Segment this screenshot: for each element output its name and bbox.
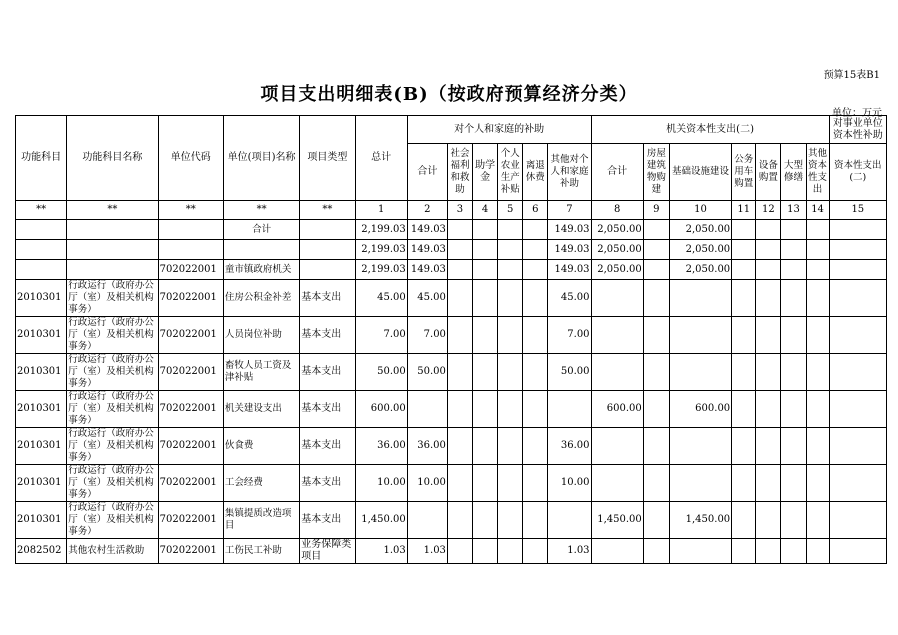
header-func-code: 功能科目: [16, 116, 67, 201]
table-cell: [473, 260, 498, 280]
table-cell: [806, 428, 829, 465]
table-cell: [781, 280, 806, 317]
table-cell: [829, 391, 886, 428]
table-cell: [523, 220, 548, 240]
table-cell: [781, 240, 806, 260]
table-cell: [643, 240, 669, 260]
table-cell: [643, 539, 669, 564]
table-cell: [523, 539, 548, 564]
table-cell: [473, 391, 498, 428]
page-title: 项目支出明细表(B)（按政府预算经济分类）: [260, 84, 638, 105]
header-unit-code: 单位代码: [158, 116, 223, 201]
table-cell: 45.00: [355, 280, 407, 317]
table-cell: 36.00: [407, 428, 447, 465]
subheader-2: 社会福利和救助: [447, 144, 472, 201]
table-cell: 149.03: [548, 240, 591, 260]
table-cell: [523, 502, 548, 539]
table-cell: [473, 280, 498, 317]
table-cell: [829, 428, 886, 465]
table-cell: 业务保障类项目: [300, 539, 355, 564]
table-cell: [806, 539, 829, 564]
table-cell: [806, 354, 829, 391]
table-cell: 2010301: [16, 317, 67, 354]
table-cell: [16, 240, 67, 260]
table-row: [16, 220, 887, 240]
table-cell: 702022001: [158, 502, 223, 539]
table-cell: [756, 428, 781, 465]
table-cell: 45.00: [548, 280, 591, 317]
table-cell: [669, 354, 731, 391]
header-project-type: 项目类型: [300, 116, 355, 201]
table-cell: 基本支出: [300, 502, 355, 539]
table-cell: [498, 539, 523, 564]
table-cell: [473, 240, 498, 260]
table-cell: [781, 428, 806, 465]
index-cell: 12: [756, 201, 781, 220]
header-group-capital: 机关资本性支出(二): [591, 116, 829, 144]
header-unit-name: 单位(项目)名称: [223, 116, 299, 201]
table-cell: 2,050.00: [591, 260, 643, 280]
table-cell: [781, 220, 806, 240]
table-cell: 其他农村生活救助: [67, 539, 158, 564]
table-cell: [756, 502, 781, 539]
table-cell: 2,050.00: [669, 220, 731, 240]
table-cell: [756, 260, 781, 280]
index-cell: 7: [548, 201, 591, 220]
table-cell: [523, 354, 548, 391]
table-cell: [829, 502, 886, 539]
table-cell: [829, 317, 886, 354]
table-cell: [407, 391, 447, 428]
table-cell: [829, 539, 886, 564]
table-cell: [498, 502, 523, 539]
table-cell: 702022001: [158, 354, 223, 391]
table-cell: 50.00: [355, 354, 407, 391]
table-cell: [447, 539, 472, 564]
table-cell: [548, 502, 591, 539]
table-cell: 2010301: [16, 502, 67, 539]
table-row: [16, 391, 887, 428]
subheader-3: 助学金: [473, 144, 498, 201]
form-code: 预算15表B1: [823, 70, 880, 81]
table-cell: [300, 240, 355, 260]
table-cell: [447, 260, 472, 280]
table-cell: 45.00: [407, 280, 447, 317]
table-cell: [498, 240, 523, 260]
table-cell: 1,450.00: [591, 502, 643, 539]
table-cell: [447, 465, 472, 502]
table-cell: [781, 502, 806, 539]
table-cell: [806, 260, 829, 280]
table-cell: [781, 260, 806, 280]
table-cell: [548, 391, 591, 428]
table-cell: [67, 260, 158, 280]
table-cell: 7.00: [355, 317, 407, 354]
table-cell: [473, 465, 498, 502]
table-cell: [643, 428, 669, 465]
table-cell: [473, 317, 498, 354]
table-cell: [756, 317, 781, 354]
table-cell: 2,199.03: [355, 220, 407, 240]
table-cell: [498, 280, 523, 317]
table-cell: [643, 465, 669, 502]
table-cell: [523, 260, 548, 280]
table-cell: 36.00: [548, 428, 591, 465]
table-cell: 600.00: [669, 391, 731, 428]
table-row: [16, 240, 887, 260]
table-cell: [473, 539, 498, 564]
table-cell: [523, 391, 548, 428]
index-cell: 6: [523, 201, 548, 220]
table-cell: [829, 354, 886, 391]
table-cell: [447, 354, 472, 391]
subheader-7: 合计: [591, 144, 643, 201]
table-cell: [781, 317, 806, 354]
table-cell: [806, 317, 829, 354]
table-cell: [806, 391, 829, 428]
table-row: [16, 354, 887, 391]
table-cell: [591, 317, 643, 354]
table-cell: 行政运行（政府办公厅（室）及相关机构事务）: [67, 391, 158, 428]
table-cell: [829, 240, 886, 260]
table-cell: [669, 428, 731, 465]
table-cell: [591, 465, 643, 502]
table-cell: [498, 465, 523, 502]
subheader-11: 设备购置: [756, 144, 781, 201]
table-cell: [473, 428, 498, 465]
table-cell: [16, 260, 67, 280]
header-group-enterprise: 对事业单位资本性补助: [829, 116, 886, 144]
table-cell: [498, 220, 523, 240]
table-cell: 702022001: [158, 391, 223, 428]
table-cell: [806, 240, 829, 260]
table-cell: 702022001: [158, 465, 223, 502]
unit-label: 单位：万元: [832, 108, 882, 119]
subheader-9: 基础设施建设: [669, 144, 731, 201]
table-row: [16, 502, 887, 539]
table-cell: [447, 280, 472, 317]
table-cell: [643, 220, 669, 240]
index-cell: **: [67, 201, 158, 220]
table-cell: 集镇提质改造项目: [223, 502, 299, 539]
budget-table: [15, 115, 887, 564]
index-cell: 10: [669, 201, 731, 220]
table-cell: [756, 354, 781, 391]
table-cell: 7.00: [548, 317, 591, 354]
subheader-8: 房屋建筑物购建: [643, 144, 669, 201]
table-cell: 行政运行（政府办公厅（室）及相关机构事务）: [67, 465, 158, 502]
index-cell: 3: [447, 201, 472, 220]
table-cell: [806, 280, 829, 317]
table-cell: 行政运行（政府办公厅（室）及相关机构事务）: [67, 280, 158, 317]
table-cell: 行政运行（政府办公厅（室）及相关机构事务）: [67, 428, 158, 465]
table-cell: [643, 280, 669, 317]
table-row: [16, 428, 887, 465]
table-cell: [732, 317, 756, 354]
subheader-1: 合计: [407, 144, 447, 201]
table-cell: 人员岗位补助: [223, 317, 299, 354]
table-cell: [732, 354, 756, 391]
table-cell: [16, 220, 67, 240]
table-cell: 2,050.00: [669, 260, 731, 280]
table-row: [16, 317, 887, 354]
table-cell: [643, 502, 669, 539]
table-cell: 702022001: [158, 539, 223, 564]
table-cell: [523, 428, 548, 465]
index-cell: 13: [781, 201, 806, 220]
table-cell: [643, 260, 669, 280]
table-cell: [781, 391, 806, 428]
subheader-10: 公务用车购置: [732, 144, 756, 201]
table-cell: [498, 391, 523, 428]
table-row: [16, 539, 887, 564]
table-cell: 行政运行（政府办公厅（室）及相关机构事务）: [67, 317, 158, 354]
table-cell: [643, 391, 669, 428]
table-cell: [732, 539, 756, 564]
index-cell: **: [223, 201, 299, 220]
table-cell: 702022001: [158, 428, 223, 465]
table-cell: 36.00: [355, 428, 407, 465]
table-cell: [447, 220, 472, 240]
table-cell: 1,450.00: [669, 502, 731, 539]
table-cell: [473, 220, 498, 240]
table-cell: [806, 220, 829, 240]
subheader-6: 其他对个人和家庭补助: [548, 144, 591, 201]
table-cell: 住房公积金补差: [223, 280, 299, 317]
table-cell: [732, 280, 756, 317]
table-cell: [732, 502, 756, 539]
table-cell: 2010301: [16, 354, 67, 391]
index-cell: 4: [473, 201, 498, 220]
table-cell: [67, 240, 158, 260]
table-cell: 工伤民工补助: [223, 539, 299, 564]
table-cell: [591, 539, 643, 564]
table-cell: [669, 539, 731, 564]
table-cell: [523, 465, 548, 502]
table-cell: [473, 502, 498, 539]
index-cell: 9: [643, 201, 669, 220]
subheader-13: 其他资本性支出: [806, 144, 829, 201]
table-cell: [669, 465, 731, 502]
table-cell: 149.03: [407, 260, 447, 280]
table-cell: [806, 465, 829, 502]
table-cell: 149.03: [407, 240, 447, 260]
table-cell: [781, 354, 806, 391]
subheader-4: 个人农业生产补贴: [498, 144, 523, 201]
table-cell: 702022001: [158, 317, 223, 354]
table-cell: [591, 354, 643, 391]
table-cell: [158, 220, 223, 240]
table-cell: [498, 317, 523, 354]
table-cell: [829, 220, 886, 240]
table-cell: 1,450.00: [355, 502, 407, 539]
table-cell: 2010301: [16, 280, 67, 317]
table-cell: [498, 354, 523, 391]
index-cell: 5: [498, 201, 523, 220]
index-cell: **: [300, 201, 355, 220]
header-func-name: 功能科目名称: [67, 116, 158, 201]
table-cell: [829, 465, 886, 502]
table-cell: 7.00: [407, 317, 447, 354]
table-cell: 2,050.00: [669, 240, 731, 260]
table-cell: [732, 465, 756, 502]
table-cell: 702022001: [158, 260, 223, 280]
table-cell: 50.00: [548, 354, 591, 391]
table-cell: [829, 280, 886, 317]
table-cell: 基本支出: [300, 354, 355, 391]
table-cell: [732, 240, 756, 260]
subheader-5: 离退休费: [523, 144, 548, 201]
table-cell: [523, 280, 548, 317]
table-cell: 行政运行（政府办公厅（室）及相关机构事务）: [67, 502, 158, 539]
table-cell: [669, 280, 731, 317]
table-cell: [669, 317, 731, 354]
table-cell: 1.03: [407, 539, 447, 564]
header-group-personal: 对个人和家庭的补助: [407, 116, 591, 144]
table-cell: 2010301: [16, 391, 67, 428]
table-cell: 50.00: [407, 354, 447, 391]
table-row: [16, 260, 887, 280]
table-cell: [732, 220, 756, 240]
table-cell: [223, 240, 299, 260]
table-cell: 2,050.00: [591, 220, 643, 240]
table-cell: [756, 391, 781, 428]
header-total: 总计: [355, 116, 407, 201]
table-cell: 基本支出: [300, 280, 355, 317]
table-cell: 基本支出: [300, 428, 355, 465]
table-cell: [591, 280, 643, 317]
table-cell: 2,199.03: [355, 240, 407, 260]
table-cell: [643, 317, 669, 354]
table-cell: [447, 317, 472, 354]
table-cell: [829, 260, 886, 280]
table-cell: [781, 465, 806, 502]
table-cell: [756, 539, 781, 564]
table-cell: 149.03: [407, 220, 447, 240]
table-cell: [781, 539, 806, 564]
table-cell: 机关建设支出: [223, 391, 299, 428]
index-cell: 8: [591, 201, 643, 220]
table-cell: [447, 240, 472, 260]
table-cell: [407, 502, 447, 539]
table-cell: [158, 240, 223, 260]
table-cell: 2082502: [16, 539, 67, 564]
table-cell: 2,199.03: [355, 260, 407, 280]
table-cell: 2,050.00: [591, 240, 643, 260]
table-cell: 10.00: [407, 465, 447, 502]
table-cell: [300, 260, 355, 280]
subheader-14: 资本性支出(二): [829, 144, 886, 201]
table-cell: 149.03: [548, 220, 591, 240]
table-cell: [498, 428, 523, 465]
table-cell: 基本支出: [300, 317, 355, 354]
table-cell: 600.00: [591, 391, 643, 428]
table-cell: [523, 240, 548, 260]
table-cell: [523, 317, 548, 354]
table-cell: [756, 220, 781, 240]
table-cell: 10.00: [355, 465, 407, 502]
table-cell: [732, 260, 756, 280]
table-cell: [498, 260, 523, 280]
subheader-12: 大型修缮: [781, 144, 806, 201]
table-row: [16, 280, 887, 317]
table-cell: 600.00: [355, 391, 407, 428]
table-cell: 伙食费: [223, 428, 299, 465]
index-cell: 15: [829, 201, 886, 220]
table-cell: [643, 354, 669, 391]
table-cell: [300, 220, 355, 240]
table-cell: [806, 502, 829, 539]
index-cell: **: [16, 201, 67, 220]
table-cell: [447, 428, 472, 465]
table-cell: [447, 502, 472, 539]
table-cell: 基本支出: [300, 391, 355, 428]
table-cell: 2010301: [16, 465, 67, 502]
table-cell: [732, 428, 756, 465]
index-cell: 11: [732, 201, 756, 220]
table-cell: 149.03: [548, 260, 591, 280]
table-cell: 畜牧人员工资及津补贴: [223, 354, 299, 391]
table-cell: [591, 428, 643, 465]
table-cell: [756, 280, 781, 317]
table-cell: 1.03: [355, 539, 407, 564]
table-cell: 工会经费: [223, 465, 299, 502]
table-cell: 合计: [223, 220, 299, 240]
table-cell: 702022001: [158, 280, 223, 317]
table-cell: [473, 354, 498, 391]
table-cell: 10.00: [548, 465, 591, 502]
table-row: [16, 465, 887, 502]
table-cell: [756, 240, 781, 260]
index-cell: **: [158, 201, 223, 220]
table-cell: 1.03: [548, 539, 591, 564]
table-cell: 童市镇政府机关: [223, 260, 299, 280]
table-cell: [447, 391, 472, 428]
table-cell: [67, 220, 158, 240]
table-cell: 基本支出: [300, 465, 355, 502]
index-cell: 14: [806, 201, 829, 220]
table-cell: 行政运行（政府办公厅（室）及相关机构事务）: [67, 354, 158, 391]
table-cell: [732, 391, 756, 428]
table-cell: [756, 465, 781, 502]
table-cell: 2010301: [16, 428, 67, 465]
index-cell: 2: [407, 201, 447, 220]
index-cell: 1: [355, 201, 407, 220]
